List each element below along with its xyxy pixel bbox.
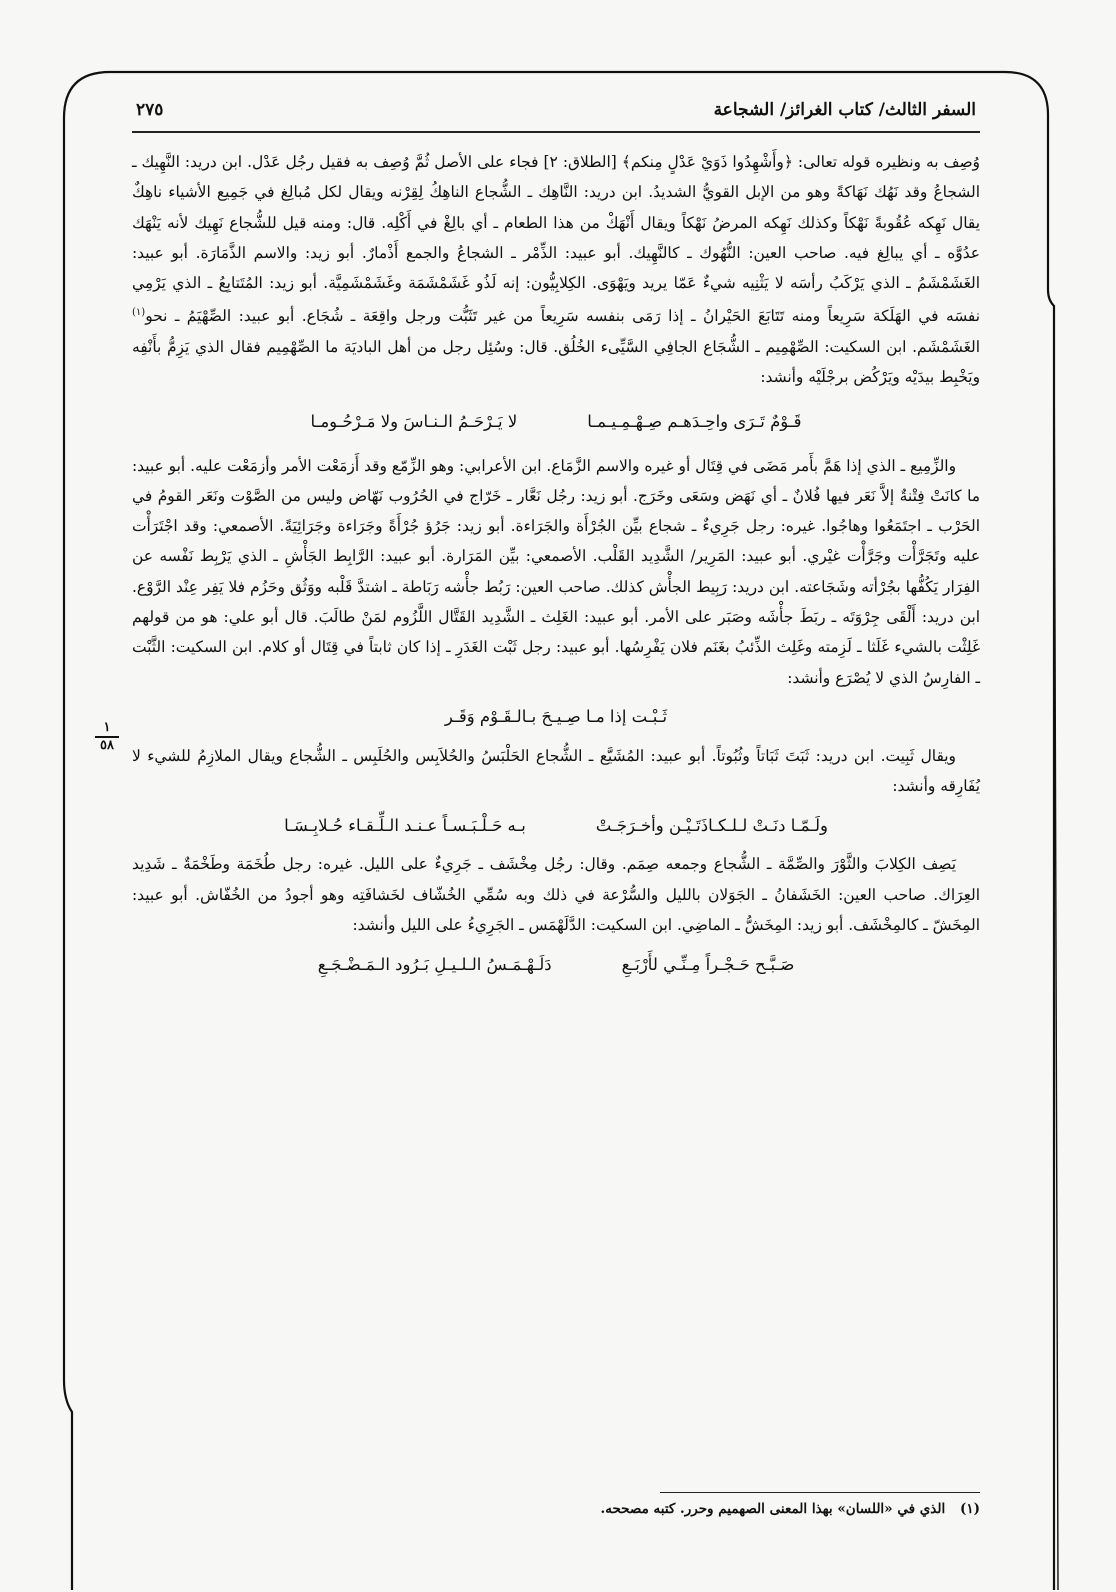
header-rule bbox=[132, 131, 980, 133]
running-title: السفر الثالث/ كتاب الغرائز/ الشجاعة bbox=[713, 100, 976, 120]
manuscript-folio-marker bbox=[92, 721, 122, 753]
verse-1 bbox=[132, 393, 980, 451]
verse-4 bbox=[132, 940, 980, 988]
page-number: ٢٧٥ bbox=[136, 100, 164, 120]
verse-4-second-hemistich: دَلَـهْـمَـسُ الـلـيـلِ بَـرُود الـمَـضْـجَـعِ bbox=[317, 954, 552, 974]
footnote-marker: (١) bbox=[959, 1501, 980, 1517]
footnote-text: الذي في «اللسان» بهذا المعنى الصهميم وحرر. كتبه مصححه. bbox=[600, 1501, 946, 1517]
verse-2-line: ثَـبْـت إذا مـا صِـيـحَ بـالـقَـوْم وَقَـر bbox=[444, 707, 668, 727]
folio-denominator: ٥٨ bbox=[100, 738, 114, 753]
verse-3-first-hemistich: ولَـمّـا دنَـتْ لـلـكـاذَتَـيْـن وأخـرَجَـتْ bbox=[595, 815, 828, 835]
folio-numerator: ١ bbox=[103, 720, 111, 735]
paragraph-1-text: وُصِف به ونظيره قوله تعالى: ﴿وأَشْهِدُوا ذَوَيْ عَدْلٍ مِنكم﴾ [الطلاق: ٢] فجاء على الأصل ثُمَّ وُصِف به فقيل رجُل عَدْل. ابن دريد: النَّهِيك ـ الشجاعُ وقد نَهُك نَهَاكةً وهو من الإبل القويُّ الشديدُ. ابن دريد: النَّاهِك ـ الشُّجاع الناهِكُ لِقِرْنه ويقال لكل مُبالِغ في جَمِيع الأشياء ناهِكٌ يقال نَهِكه عُقُوبةً نَهْكاً وكذلك نَهِكه المرضُ نَهْكاً ويقال أَنْهَكْ من هذا الطعام ـ أي بالِغْ في أَكْلِه. قال: ومنه قيل للشُّجاع نَهِيك لأنه يَنْهَك عدُوَّه ـ أي يبالِغ فيه. صاحب العين: النُّهُوك ـ كالنَّهِيك. أبو عبيد: الذِّمْر ـ الشجاعُ والجمع أَذْمارٌ. أبو زيد: والاسم الذَّمَارَة. أبو عبيد: الغَشَمْشَمُ ـ الذي يَرْكَبُ رأسَه لا يَثْنِيه شيءٌ عَمّا يريد ويَهْوَى. الكِلابِيُّون: إنه لَذُو غَشَمْشَمَة وغَشَمْشَمِيَّة. أبو زيد: المُتَتابِعُ ـ الذي يَرْمِي نفسَه في الهَلَكة سَرِيعاً ومنه تَتَابَعَ الحَيْرانُ ـ إذا رَمَى بنفسه سَرِيعاً من غير تَثَبُّت ورجل واقِعَة ـ شُجَاع. أبو عبيد: الصِّهْيَمُ ـ نحو bbox=[132, 153, 980, 326]
main-text bbox=[132, 147, 980, 988]
paragraph-1 bbox=[132, 147, 980, 393]
footnote-reference[interactable]: (١) bbox=[132, 307, 146, 319]
verse-3-second-hemistich: بـه حَـلْـبَـسـاً عـنـد الـلِّـقـاء حُـلابِـسَـا bbox=[284, 815, 526, 835]
paragraph-2: والزِّمِيع ـ الذي إذا هَمَّ بأَمر مَضَى في قِتَال أو غيره والاسم الزَّمَاع. ابن الأعرابي: وهو الزِّمّع وقد أَزمَعْت الأمر وأزمَعْت عليه. أبو عبيد: ما كانَتْ فِتْنةٌ إلاَّ نَعَر فيها فُلانٌ ـ أي نَهَض وسَعَى وخَرَج. أبو زيد: رجُل نَعَّار ـ خَرّاج في الحُرُوب نَهّاض وليس من الصَّوْت ونَعَر القومُ في الحَرْب ـ اجتَمَعُوا وهاجُوا. غيره: رجل جَرِيءٌ ـ شجاع بيِّن الجُرْأَة والجَرَاءة. أبو زيد: جَرُؤ جُرْأَةً وجَرَاءة وجَرَائِيَةً. الأصمعي: وقد اجْتَرَأْت عليه وتَجَرَّأْت وجَرَّأْت غيْري. أبو عبيد: المَرِير/ الشَّدِيد القَلْب. الأصمعي: بيِّن المَرَارة. أبو عبيد: الرَّابِط الجَأْشِ ـ الذي يَرْبِط نَفْسه عن الفِرَار يَكُفُّها بجُرْأته وشَجَاعته. ابن دريد: رَبِيط الجأْش كذلك. صاحب العين: رَبُط جأْشه رَبَاطة ـ اشتدَّ قَلْبه ووَثُق وحَزُم فلا يَفِر عِنْد الرَّوْع. ابن دريد: أَلْقَى جِرْوَتَه ـ ربَطَ جأْشَه وصَبَر على الأمر. أبو عبيد: الغَلِث ـ الشَّدِيد القَتَّال اللَّزُوم لمَنْ طالَبَ. قال أبو علي: هو من قولهم غَلِثْت بالشيء غَلَثا ـ لَزِمته وغَلِث الذِّئبُ بغَنَم فلان يَفْرِسُها. أبو عبيد: رجل ثَبْت الغَدَرِ ـ إذا كان ثابتاً في قِتَال أو كلام. ابن السكيت: الثَّبْت ـ الفارِسُ الذي لا يُصْرَع وأنشد: bbox=[132, 456, 980, 687]
verse-2 bbox=[132, 693, 980, 741]
verse-1-second-hemistich: لا يَـرْحَـمُ الـنـاسَ ولا مَـرْحُـومـا bbox=[310, 412, 518, 431]
paragraph-4: يَصِف الكِلابَ والثَّوْرَ والصِّمَّة ـ الشُّجاع وجمعه صِمَم. وقال: رجُل مِخْشَف ـ جَرِيءٌ على الليل. غيره: رجل طُخَمَة وطَخْمَةٌ ـ شَدِيد العِرَاك. صاحب العين: الخَشَفانُ ـ الجَوَلان بالليل والسُّرْعة في ذلك وبه سُمِّي الخُشّاف لخَشافَتِه وهو أجودُ من الخُفّاش. أبو عبيد: المِخَشّ ـ كالمِخْشَف. أبو زيد: المِخَشُّ ـ الماضِي. ابن السكيت: الدَّلَهْمَس ـ الجَرِيءُ على الليل وأنشد: bbox=[132, 855, 980, 935]
running-header bbox=[132, 96, 980, 130]
footnote bbox=[132, 1499, 980, 1519]
verse-4-first-hemistich: صَـبَّـح حَـجْـراً مِـنِّـي لأَرْبَـعِ bbox=[621, 954, 795, 974]
paragraph-1-continuation: الغَشَمْشَم. ابن السكيت: الصِّهْمِيم ـ الشُّجَاع الجافِي السَّيِّىء الخُلُق. قال: وسُئِل رجل من أهل الباديَة ما الصِّهْمِيم فقال الذي يَزِمُّ بأَنْفِه ويَخْبِط بيدَيْه ويَرْكُض برجْلَيْه وأنشد: bbox=[132, 337, 980, 387]
paragraph-3: ويقال ثَبِيت. ابن دريد: ثَبَتَ ثَبَاتاً وثُبُوتاً. أبو عبيد: المُشَيَّع ـ الشُّجاع الحَلْبَسُ والحُلاَبِس والحُلَبِس ـ الشُّجاع ويقال الملازِمُ للشيء لا يُفَارِقه وأنشد: bbox=[132, 746, 980, 796]
verse-3 bbox=[132, 801, 980, 849]
page-header-area bbox=[132, 96, 980, 130]
footnote-rule bbox=[660, 1492, 980, 1493]
verse-1-first-hemistich: قَـوْمٌ تَـرَى واحِـدَهـم صِـهْـمِـيـمـا bbox=[587, 412, 802, 431]
